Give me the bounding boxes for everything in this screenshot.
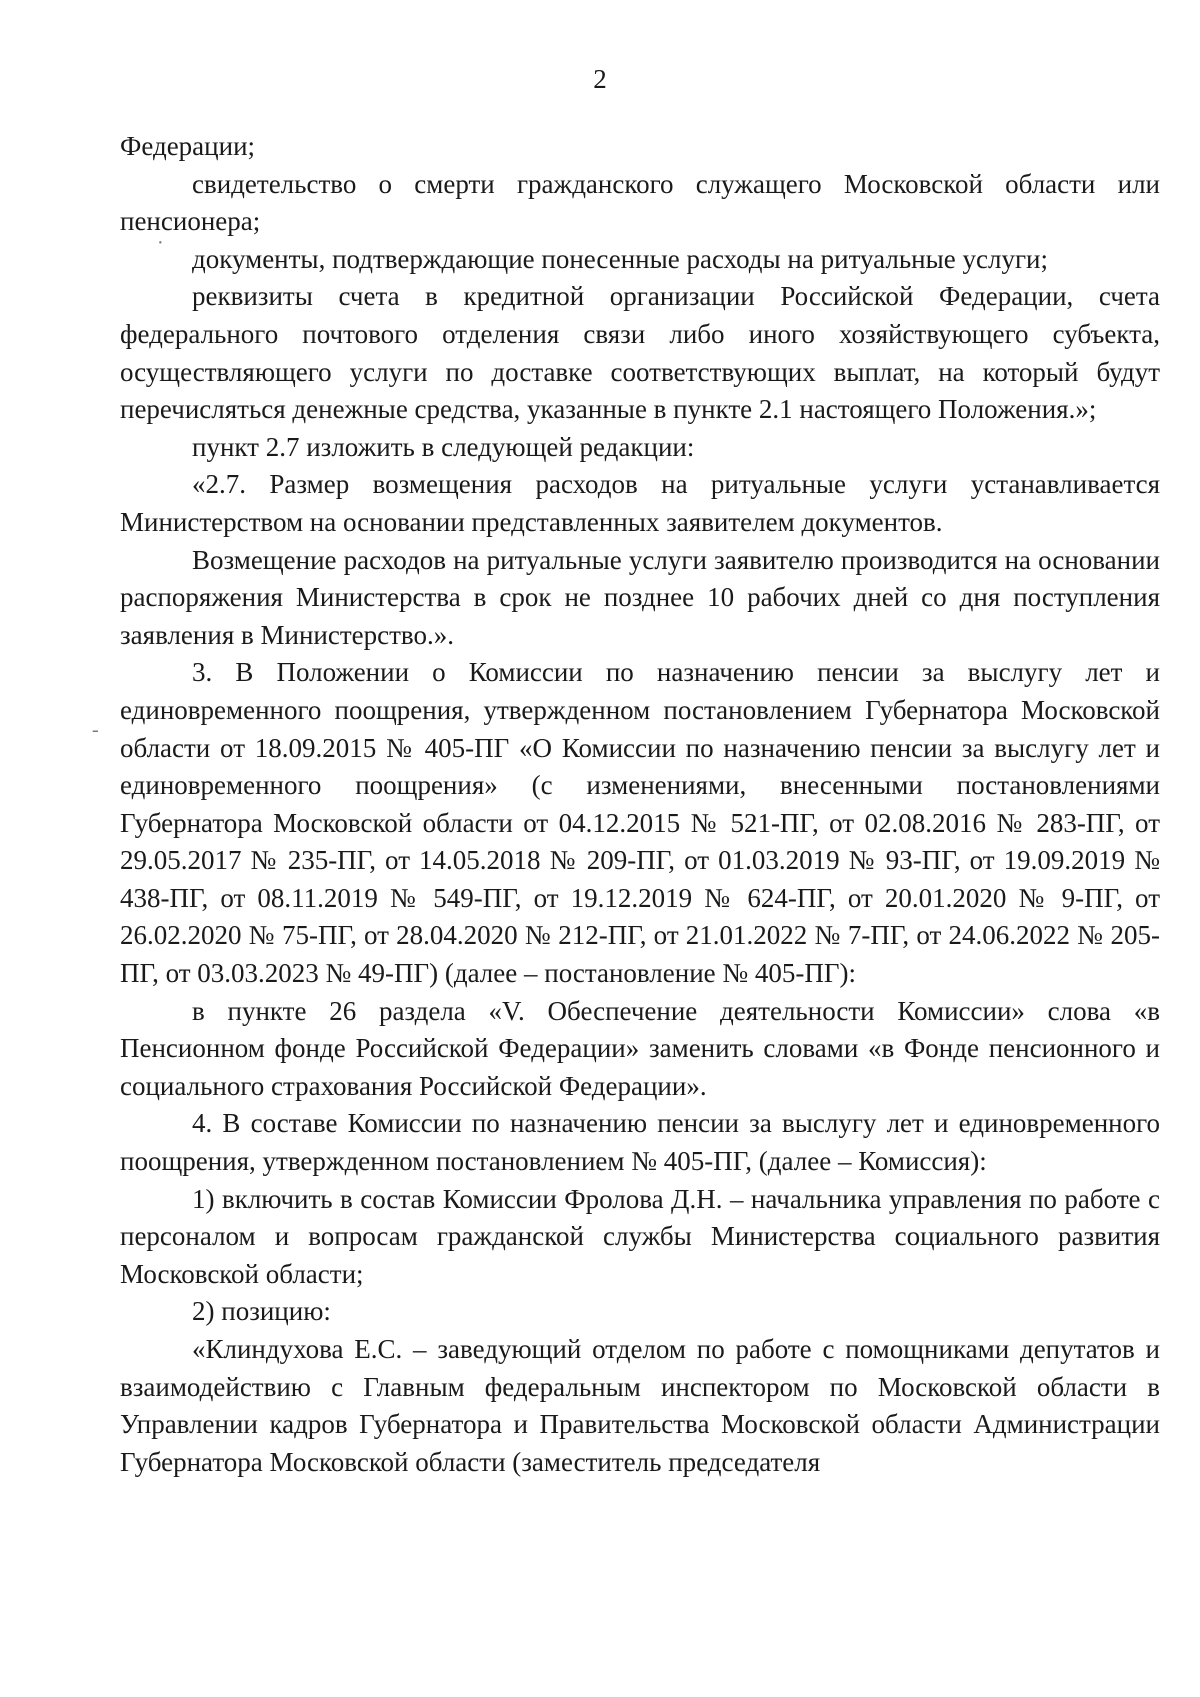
document-body — [120, 128, 1160, 1481]
paragraph-subitem-1: 1) включить в состав Комиссии Фролова Д.Н. – начальника управления по работе с персоналом и вопросам гражданской службы Министерства социального развития Московской области; — [120, 1183, 1160, 1289]
paragraph-bank-details: реквизиты счета в кредитной организации Российской Федерации, счета федерального почтового отделения связи либо иного хозяйствующего субъекта, осуществляющего услуги по доставке соответствующих выплат, на который будут перечисляться денежные средства, указанные в пункте 2.1 настоящего Положения.»; — [120, 281, 1160, 425]
paragraph-reimbursement: Возмещение расходов на ритуальные услуги заявителю производится на основании распоряжения Министерства в срок не позднее 10 рабочих дней со дня поступления заявления в Министерство.». — [120, 544, 1160, 650]
paragraph-clause-2-7-text: «2.7. Размер возмещения расходов на ритуальные услуги устанавливается Министерством на основании представленных заявителем документов. — [120, 469, 1160, 537]
paragraph-klindukhova-position: «Клиндухова Е.С. – заведующий отделом по работе с помощниками депутатов и взаимодействию с Главным федеральным инспектором по Московской области в Управлении кадров Губернатора и Правительства Московской области Администрации Губернатора Московской области (заместитель председателя — [120, 1334, 1160, 1477]
paragraph-expense-documents: документы, подтверждающие понесенные расходы на ритуальные услуги; — [192, 243, 1048, 274]
paragraph-item-3: 3. В Положении о Комиссии по назначению пенсии за выслугу лет и единовременного поощрения, утвержденном постановлением Губернатора Московской области от 18.09.2015 № 405-ПГ «О Комиссии по назначению пенсии за выслугу лет и единовременного поощрения» (с изменениями, внесенными постановлениями Губернатора Московской области от 04.12.2015 № 521-ПГ, от 02.08.2016 № 283-ПГ, от 29.05.2017 № 235-ПГ, от 14.05.2018 № 209-ПГ, от 01.03.2019 № 93-ПГ, от 19.09.2019 № 438-ПГ, от 08.11.2019 № 549-ПГ, от 19.12.2019 № 624-ПГ, от 20.01.2020 № 9-ПГ, от 26.02.2020 № 75-ПГ, от 28.04.2020 № 212-ПГ, от 21.01.2022 № 7-ПГ, от 24.06.2022 № 205-ПГ, от 03.03.2023 № 49-ПГ) (далее – постановление № 405-ПГ): — [120, 657, 1160, 989]
paragraph-item-4: 4. В составе Комиссии по назначению пенсии за выслугу лет и единовременного поощрения, утвержденном постановлением № 405-ПГ, (далее – Комиссия): — [120, 1108, 1160, 1177]
page-number: 2 — [593, 64, 607, 94]
paragraph-death-certificate: свидетельство о смерти гражданского служащего Московской области или пенсионера; — [120, 168, 1160, 237]
paragraph-federation-continuation: Федерации; — [120, 131, 256, 161]
scan-speck-mark: - — [92, 719, 99, 741]
paragraph-subitem-2: 2) позицию: — [192, 1296, 331, 1327]
paragraph-item-26-change: в пункте 26 раздела «V. Обеспечение деятельности Комиссии» слова «в Пенсионном фонде Российской Федерации» заменить словами «в Фонде пенсионного и социального страхования Российской Федерации». — [120, 995, 1160, 1101]
paragraph-clause-2-7-intro: пункт 2.7 изложить в следующей редакции: — [192, 431, 695, 462]
scan-speck-mark: · — [157, 232, 164, 254]
